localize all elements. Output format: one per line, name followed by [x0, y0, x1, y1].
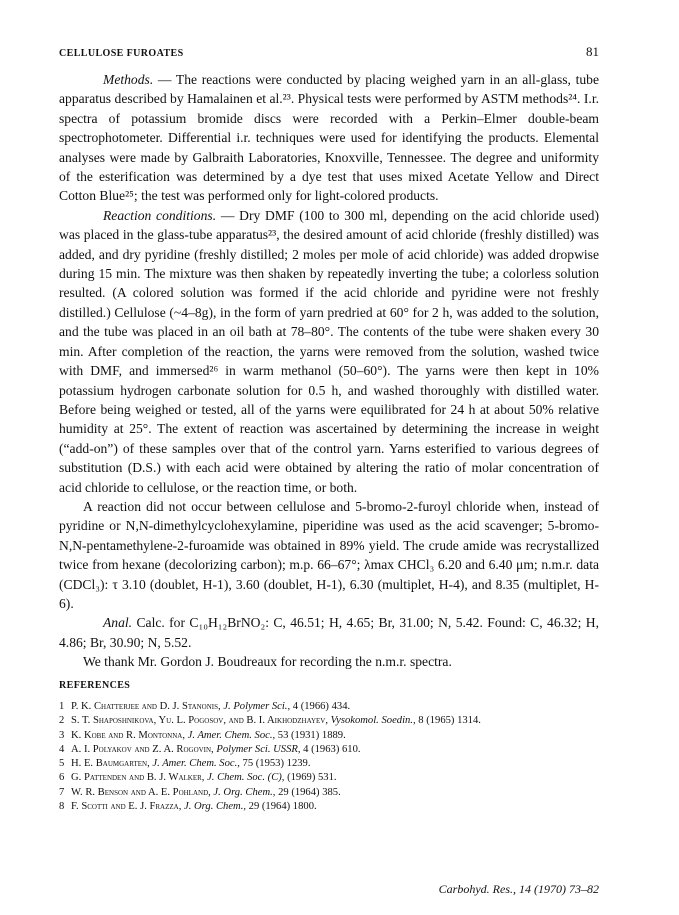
reference-details: 4 (1963) 610.: [300, 743, 361, 755]
reference-authors: A. I. Polyakov and Z. A. Rogovin,: [71, 743, 214, 755]
journal-citation: Carbohyd. Res., 14 (1970) 73–82: [438, 882, 599, 896]
reference-journal: J. Amer. Chem. Soc.,: [149, 758, 240, 770]
reference-authors: G. Pattenden and B. J. Walker,: [71, 772, 205, 784]
reference-number: 7: [59, 786, 65, 798]
reference-item: [59, 714, 599, 728]
reference-authors: F. Scotti and E. J. Frazza,: [71, 801, 182, 813]
reference-number: 5: [59, 758, 65, 770]
reference-details: 29 (1964) 1800.: [246, 801, 317, 813]
methods-paragraph: [59, 70, 599, 206]
reaction-conditions-paragraph: [59, 206, 599, 497]
reference-authors: K. Kobe and R. Montonna,: [71, 729, 185, 741]
page-header: [59, 44, 599, 60]
reference-details: 4 (1966) 434.: [290, 701, 351, 712]
reference-authors: H. E. Baumgarten,: [71, 758, 150, 770]
reference-item: [59, 771, 599, 785]
running-title: CELLULOSE FUROATES: [59, 48, 184, 59]
reference-journal: J. Amer. Chem. Soc.,: [184, 729, 276, 741]
reference-details: 75 (1953) 1239.: [239, 758, 311, 770]
reference-item: [59, 729, 599, 743]
reference-details: 8 (1965) 1314.: [415, 715, 481, 727]
reference-authors: W. R. Benson and A. E. Pohland,: [71, 786, 211, 798]
analysis-text: Calc. for C₁₀H₁₂BrNO₂: C, 46.51; H, 4.65; Br, 31.00; N, 5.42. Found: C, 46.32; H, 4.86; Br, 30.90; N, 5.52.: [59, 615, 599, 650]
amide-paragraph: A reaction did not occur between cellulose and 5-bromo-2-furoyl chloride when, instead of pyridine or N,N-dimethylcyclohexylamine, piperidine was used as the acid scavenger; 5-bromo-N,N-pentamethylene-2-furoamide was obtained in 89% yield. The crude amide was recrystallized twice from hexane (decolorizing carbon); m.p. 66–67°; λmax CHCl₃ 6.20 and 6.40 μm; n.m.r. data (CDCl₃): τ 3.10 (doublet, H-1), 3.60 (doublet, H-1), 6.30 (multiplet, H-4), and 8.35 (multiplet, H-6).: [59, 498, 599, 611]
reference-details: 53 (1931) 1889.: [275, 729, 346, 741]
analysis-label: Anal.: [103, 615, 133, 631]
reference-journal: Vysokomol. Soedin.,: [328, 715, 416, 727]
reference-details: (1969) 531.: [284, 772, 337, 784]
reference-item: [59, 700, 599, 714]
acknowledgment: We thank Mr. Gordon J. Boudreaux for recording the n.m.r. spectra.: [83, 654, 452, 670]
reaction-conditions-text: — Dry DMF (100 to 300 ml, depending on the acid chloride used) was placed in the glass-tube apparatus²³, the desired amount of acid chloride (freshly distilled) was added, and dry pyridine (freshly distilled; 2 moles per mole of acid chloride) was added dropwise during 15 min. The mixture was then shaken by repeatedly inverting the tube; a colorless solution resulted. (A colored solution was formed if the acid chloride and pyridine were not freshly distilled.) Cellulose (~4–8g), in the form of yarn predried at 60° for 2 h, was added to the solution, and the tube was placed in an oil bath at 78–80°. The contents of the tube were shaken every 30 min. After completion of the reaction, the yarns were removed from the solution, washed twice with DMF, and immersed²⁶ in warm methanol (50–60°). The yarns were then kept in 10% potassium hydrogen carbonate solution for 0.5 h, and washed thoroughly with distilled water. Before being weighed or tested, all of the yarns were equilibrated for 24 h at about 50% relative humidity at 25°. The extent of reaction was ascertained by determining the increase in weight (“add-on”) of these samples over that of the control yarn. Yarns esterified to various degrees of substitution (D.S.) with each acid were obtained by altering the ratio of molar concentration of acid chloride to cellulose, or the reaction time, or both.: [59, 207, 599, 495]
references-heading: REFERENCES: [59, 680, 131, 691]
reference-number: 4: [59, 743, 65, 755]
reference-number: 3: [59, 729, 65, 741]
reference-details: 29 (1964) 385.: [275, 786, 341, 798]
methods-label: Methods.: [103, 72, 154, 87]
page-number: 81: [586, 44, 599, 59]
reference-journal: J. Org. Chem.,: [181, 801, 247, 813]
reference-journal: J. Polymer Sci.,: [220, 701, 291, 712]
reaction-conditions-label: Reaction conditions.: [103, 207, 217, 223]
analysis-paragraph: [59, 613, 599, 652]
reference-number: 8: [59, 801, 65, 813]
reference-item: [59, 786, 599, 800]
article-body: [59, 70, 599, 672]
methods-text: — The reactions were conducted by placing weighed yarn in an all-glass, tube apparatus described by Hamalainen et al.²³. Physical tests were performed by ASTM methods²⁴. I.r. spectra of potassium bromide discs were recorded with a Perkin–Elmer double-beam spectrophotometer. Differential i.r. techniques were used for identifying the products. Elemental analyses were made by Galbraith Laboratories, Knoxville, Tennessee. The degree and uniformity of the esterification was determined by a dye test that uses mixed Acetate Yellow and Direct Cotton Blue²⁵; the test was performed only for light-colored products.: [59, 72, 599, 204]
reference-journal: Polymer Sci. USSR,: [213, 743, 301, 755]
references-list: [59, 700, 599, 814]
reference-item: [59, 800, 599, 814]
reference-number: 2: [59, 715, 65, 727]
reference-authors: S. T. Shaposhnikova, Yu. L. Pogosov, and B. I. Aikhodzhayev,: [71, 715, 329, 727]
reference-journal: J. Org. Chem.,: [210, 786, 276, 798]
reference-number: 6: [59, 772, 65, 784]
reference-authors: P. K. Chatterjee and D. J. Stanonis,: [71, 701, 221, 712]
reference-number: 1: [59, 701, 65, 712]
reference-item: [59, 743, 599, 757]
reference-journal: J. Chem. Soc. (C),: [204, 772, 285, 784]
reference-item: [59, 757, 599, 771]
